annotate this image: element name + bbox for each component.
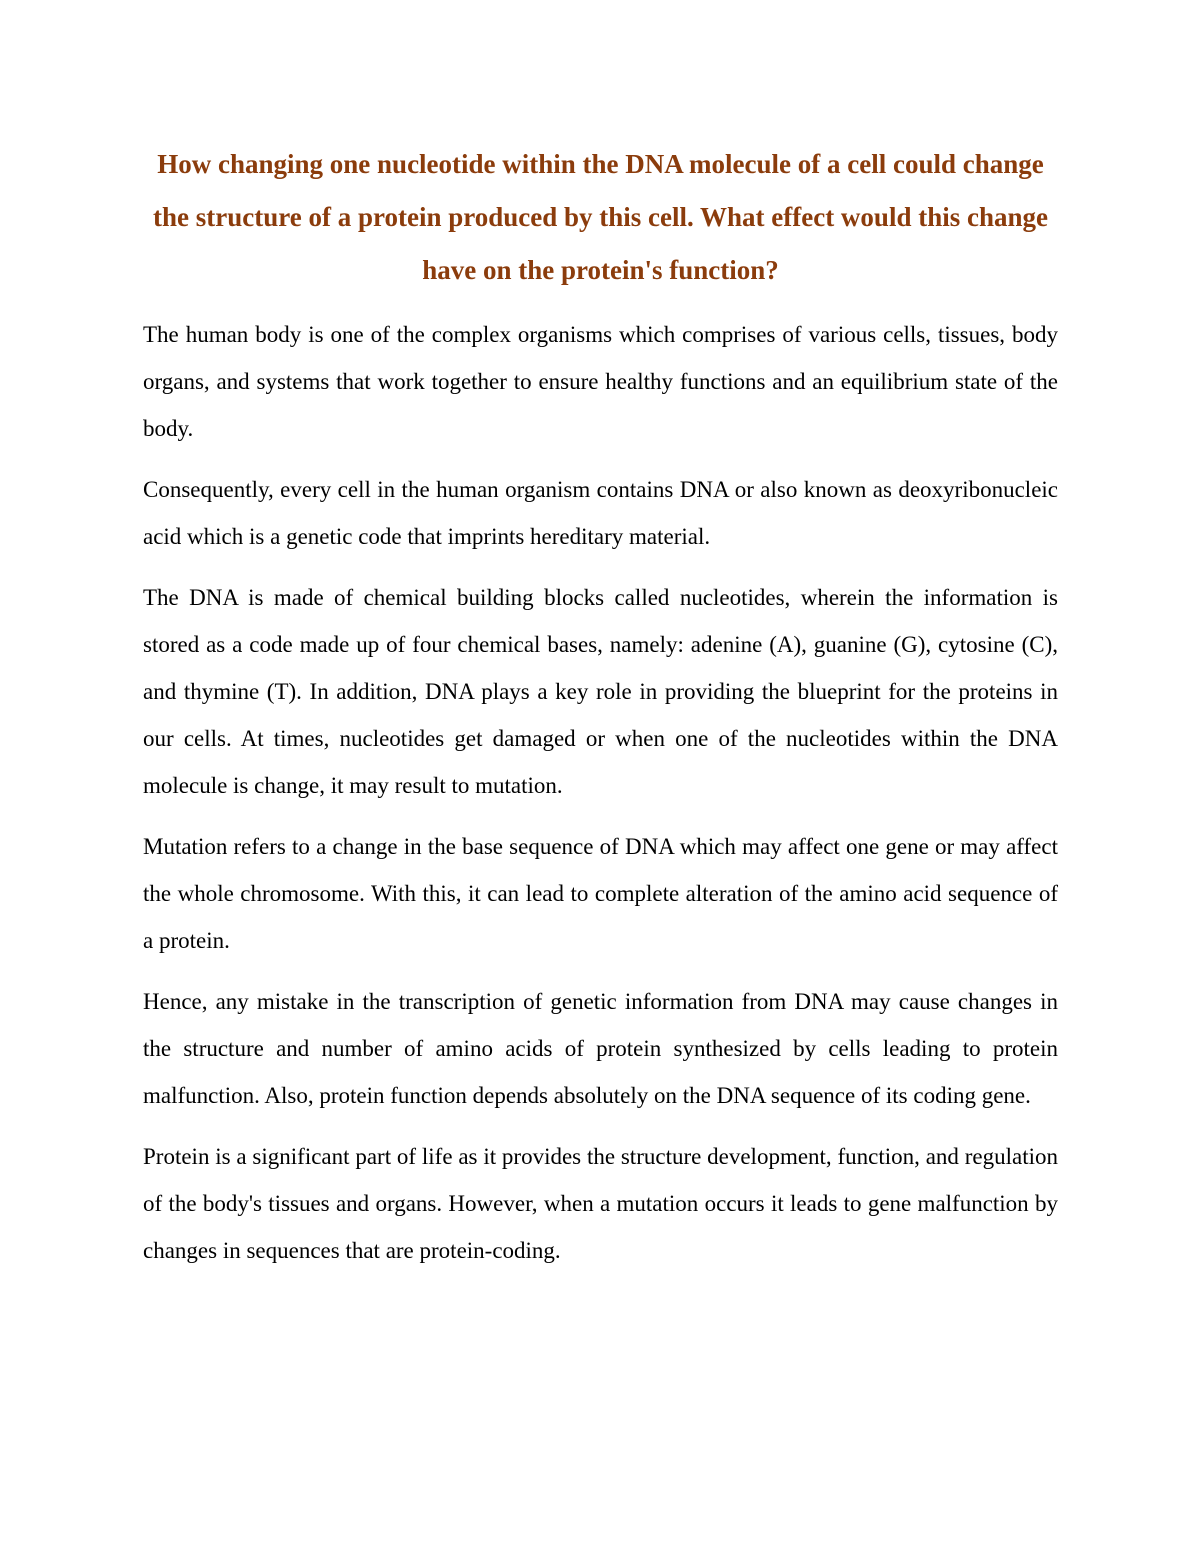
paragraph-2: Consequently, every cell in the human organism contains DNA or also known as deoxyribonucleic acid which is a genetic code that imprints hereditary material.: [143, 477, 1058, 549]
paragraph-6: Protein is a significant part of life as it provides the structure development, function, and regulation of the body's tissues and organs. However, when a mutation occurs it leads to gene malfunction by changes in sequences that are protein-coding.: [143, 1144, 1058, 1263]
document-title: How changing one nucleotide within the DNA molecule of a cell could change the structure of a protein produced by this cell. What effect would this change have on the protein's function?: [153, 149, 1048, 285]
paragraph-4: Mutation refers to a change in the base sequence of DNA which may affect one gene or may affect the whole chromosome. With this, it can lead to complete alteration of the amino acid sequence of a protein.: [143, 834, 1058, 953]
paragraph-5: Hence, any mistake in the transcription of genetic information from DNA may cause changes in the structure and number of amino acids of protein synthesized by cells leading to protein malfunction. Also, protein function depends absolutely on the DNA sequence of its coding gene.: [143, 989, 1058, 1108]
paragraph-3: The DNA is made of chemical building blocks called nucleotides, wherein the information is stored as a code made up of four chemical bases, namely: adenine (A), guanine (G), cytosine (C), and thymine (T). In addition, DNA plays a key role in providing the blueprint for the proteins in our cells. At times, nucleotides get damaged or when one of the nucleotides within the DNA molecule is change, it may result to mutation.: [143, 585, 1058, 798]
paragraph-1: The human body is one of the complex organisms which comprises of various cells, tissues, body organs, and systems that work together to ensure healthy functions and an equilibrium state of the body.: [143, 322, 1058, 441]
document-content: [143, 138, 1058, 1288]
